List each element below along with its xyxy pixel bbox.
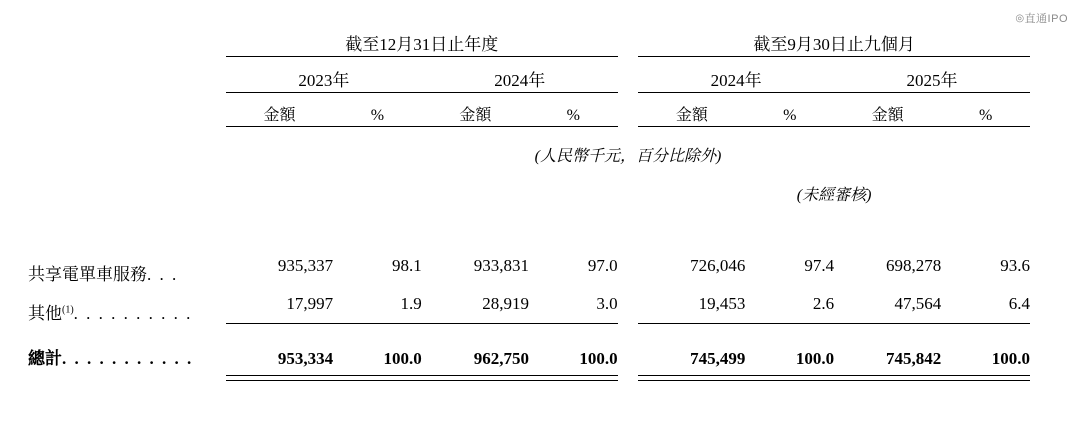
unit-note-row — [28, 143, 1030, 166]
row-label-footnote-marker: (1) — [62, 303, 74, 315]
column-header-row — [28, 102, 1030, 125]
column-header-amount-2: 金額 — [459, 107, 492, 124]
row-label-text: 其他 — [28, 303, 62, 323]
unaudited-note: (未經審核) — [796, 187, 872, 204]
total-rule-amount-2023 — [226, 324, 333, 335]
year-header-2024-nine: 2024年 — [710, 71, 762, 90]
unit-note: (人民幣千元，百分比除外) — [534, 148, 722, 165]
total-percent-2024-nine: 100.0 — [795, 348, 835, 368]
total-percent-2023: 100.0 — [383, 348, 422, 368]
cell-amount-2024-nine: 19,453 — [698, 294, 746, 313]
financial-table — [28, 30, 1030, 381]
column-header-percent-4: % — [978, 107, 993, 124]
total-row-gap — [618, 334, 639, 375]
total-rule-amount-2024-nine — [638, 324, 745, 335]
total-rule-percent-2023 — [333, 324, 422, 335]
period-header-nine-months: 截至9月30日止九個月 — [753, 35, 915, 54]
row-gap — [618, 247, 639, 285]
year-header-2025-nine: 2025年 — [906, 71, 958, 90]
cell-amount-2025-nine: 698,278 — [886, 256, 942, 275]
corner-cell — [28, 30, 226, 55]
total-amount-2024-annual: 962,750 — [473, 348, 529, 368]
column-header-percent-1: % — [370, 107, 385, 124]
double-rule-amount-2023 — [226, 375, 333, 380]
total-upper-rule-row — [28, 324, 1030, 335]
row-label-total — [28, 334, 226, 375]
total-rule-amount-2025-nine — [834, 324, 941, 335]
watermark — [1015, 10, 1068, 26]
table-row — [28, 285, 1030, 324]
year-header-2024-annual: 2024年 — [494, 71, 546, 90]
period-header-row — [28, 30, 1030, 55]
cell-amount-2025-nine: 47,564 — [894, 294, 942, 313]
spacer-after-col-rule — [28, 127, 1030, 144]
column-header-amount-4: 金額 — [871, 107, 904, 124]
double-rule-amount-2024-annual — [422, 375, 529, 380]
total-rule-gap — [618, 324, 639, 335]
total-rule-percent-2025-nine — [941, 324, 1030, 335]
unaudited-note-left-gap — [226, 182, 638, 205]
column-corner-cell — [28, 102, 226, 125]
table-row — [28, 247, 1030, 285]
double-rule-percent-2024-annual — [529, 375, 618, 380]
cell-amount-2024-annual: 28,919 — [482, 294, 529, 313]
row-label-text: 總計 — [28, 349, 62, 368]
row-gap — [618, 285, 639, 324]
row-label-shared-ebike — [28, 247, 226, 285]
double-rule-spacer-left — [28, 375, 226, 380]
total-amount-2024-nine: 745,499 — [690, 348, 746, 368]
double-rule-gap — [618, 375, 639, 380]
total-percent-2025-nine: 100.0 — [991, 348, 1030, 368]
column-header-percent-2: % — [566, 107, 580, 124]
year-header-gap — [618, 66, 639, 91]
row-label-others — [28, 285, 226, 324]
column-header-amount-1: 金額 — [263, 107, 296, 124]
double-rule-percent-2023 — [333, 375, 422, 380]
double-rule-amount-2025-nine — [834, 375, 941, 380]
spacer-before-data — [28, 205, 1030, 247]
cell-percent-2024-annual: 3.0 — [596, 294, 618, 313]
row-leader-dots: . . . . . . . . . . — [73, 303, 193, 323]
unaudited-note-row — [28, 182, 1030, 205]
total-amount-2025-nine: 745,842 — [886, 348, 942, 368]
year-header-row — [28, 66, 1030, 91]
column-header-amount-3: 金額 — [675, 107, 708, 124]
header-gap — [618, 30, 639, 55]
double-rule-percent-2025-nine — [941, 375, 1030, 380]
total-amount-2023: 953,334 — [277, 348, 334, 368]
cell-amount-2023: 17,997 — [286, 294, 334, 313]
row-leader-dots: . . . — [147, 265, 179, 284]
cell-percent-2025-nine: 6.4 — [1008, 294, 1030, 313]
total-rule-spacer-left — [28, 324, 226, 335]
double-rule-percent-2024-nine — [745, 375, 834, 380]
cell-percent-2023: 1.9 — [400, 294, 422, 313]
year-corner-cell — [28, 66, 226, 91]
spacer-after-year-rule — [28, 93, 1030, 103]
row-label-text: 共享電單車服務 — [28, 265, 147, 284]
period-header-annual: 截至12月31日止年度 — [345, 35, 499, 54]
cell-percent-2024-nine: 97.4 — [804, 256, 835, 275]
total-rule-amount-2024-annual — [422, 324, 529, 335]
column-header-percent-3: % — [783, 107, 797, 124]
year-header-2023: 2023年 — [298, 71, 350, 90]
cell-percent-2023: 98.1 — [392, 256, 422, 275]
table-row-total — [28, 334, 1030, 375]
total-percent-2024-annual: 100.0 — [579, 348, 618, 368]
row-leader-dots: . . . . . . . . . . . — [62, 349, 194, 368]
spacer-after-unit-note — [28, 166, 1030, 182]
cell-amount-2024-nine: 726,046 — [690, 256, 746, 275]
watermark-text: 直通IPO — [1024, 13, 1068, 25]
cell-percent-2025-nine: 93.6 — [1000, 256, 1030, 275]
double-rule-amount-2024-nine — [638, 375, 745, 380]
unaudited-note-spacer — [28, 182, 226, 205]
total-double-rule-row — [28, 375, 1030, 380]
column-header-gap — [618, 102, 639, 125]
unit-note-spacer — [28, 143, 226, 166]
spacer-after-period-rule — [28, 57, 1030, 67]
cell-percent-2024-nine: 2.6 — [812, 294, 835, 313]
cell-amount-2024-annual: 933,831 — [473, 256, 529, 275]
total-rule-percent-2024-nine — [745, 324, 834, 335]
watermark-mark-icon: ◎ — [1015, 13, 1025, 24]
total-rule-percent-2024-annual — [529, 324, 618, 335]
cell-percent-2024-annual: 97.0 — [587, 256, 618, 275]
cell-amount-2023: 935,337 — [277, 256, 334, 275]
